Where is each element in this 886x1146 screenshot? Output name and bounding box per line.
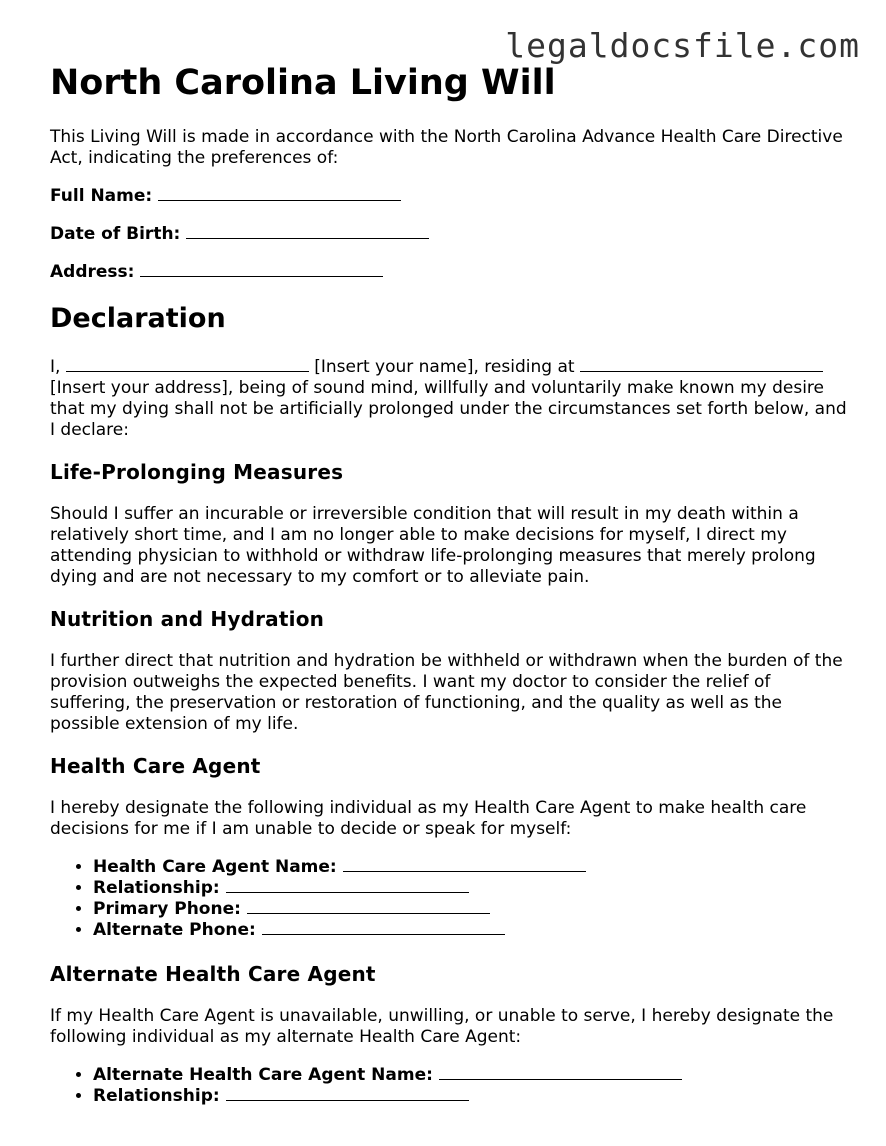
watermark-text: legaldocsfile.com [505,26,860,65]
agent-relationship-blank[interactable] [226,878,469,893]
nutrition-paragraph: I further direct that nutrition and hydration be withheld or withdrawn when the burden of the provision outweighs the expected benefits. I want my doctor to consider the relief of suffering, the preservation or restoration of functioning, and the quality as well as the possible extension of my life. [50,651,843,734]
alt-agent-heading: Alternate Health Care Agent [50,962,376,986]
declarant-address-blank[interactable] [580,357,823,372]
intro-paragraph: This Living Will is made in accordance with the North Carolina Advance Health Care Directive Act, indicating the preferences of: [50,127,843,168]
dob-label: Date of Birth: [50,224,181,244]
declaration-heading: Declaration [50,303,226,334]
nutrition-heading: Nutrition and Hydration [50,607,325,631]
list-item [93,878,850,899]
life-prolonging-paragraph: Should I suffer an incurable or irreversible condition that will result in my death within a relatively short time, and I am no longer able to make decisions for myself, I direct my attending physician to withhold or withdraw life-prolonging measures that merely prolong dying and are not necessary to my comfort or to alleviate pain. [50,504,816,587]
list-item [93,899,850,920]
declaration-paragraph [50,357,850,441]
agent-relationship-label: Relationship: [93,878,220,898]
agent-alternate-phone-blank[interactable] [262,920,505,935]
full-name-field [50,186,850,207]
address-blank[interactable] [140,262,383,277]
agent-list [50,857,850,941]
list-item [93,1065,850,1086]
agent-heading: Health Care Agent [50,754,261,778]
alt-agent-paragraph: If my Health Care Agent is unavailable, unwilling, or unable to serve, I hereby designate the following individual as my alternate Health Care Agent: [50,1006,834,1047]
alt-agent-name-label: Alternate Health Care Agent Name: [93,1065,433,1085]
life-prolonging-heading: Life-Prolonging Measures [50,460,344,484]
address-label: Address: [50,262,135,282]
agent-alternate-phone-label: Alternate Phone: [93,920,256,940]
agent-primary-phone-label: Primary Phone: [93,899,241,919]
list-item [93,857,850,878]
declaration-part1: I, [50,357,61,377]
agent-primary-phone-blank[interactable] [247,899,490,914]
declaration-part2: [Insert your name], residing at [314,357,575,377]
alt-agent-relationship-blank[interactable] [226,1086,469,1101]
dob-field [50,224,850,245]
dob-blank[interactable] [186,224,429,239]
declarant-name-blank[interactable] [66,357,309,372]
list-item [93,920,850,941]
full-name-blank[interactable] [158,186,401,201]
full-name-label: Full Name: [50,186,153,206]
list-item [93,1086,850,1107]
address-field [50,262,850,283]
agent-paragraph: I hereby designate the following individual as my Health Care Agent to make health care decisions for me if I am unable to decide or speak for myself: [50,798,807,839]
document-page [50,62,850,1107]
declaration-part3: [Insert your address], being of sound mind, willfully and voluntarily make known my desire that my dying shall not be artificially prolonged under the circumstances set forth below, and I declare: [50,378,847,440]
agent-name-blank[interactable] [343,857,586,872]
agent-name-label: Health Care Agent Name: [93,857,337,877]
page-title: North Carolina Living Will [50,63,556,103]
alt-agent-list [50,1065,850,1107]
alt-agent-name-blank[interactable] [439,1065,682,1080]
alt-agent-relationship-label: Relationship: [93,1086,220,1106]
